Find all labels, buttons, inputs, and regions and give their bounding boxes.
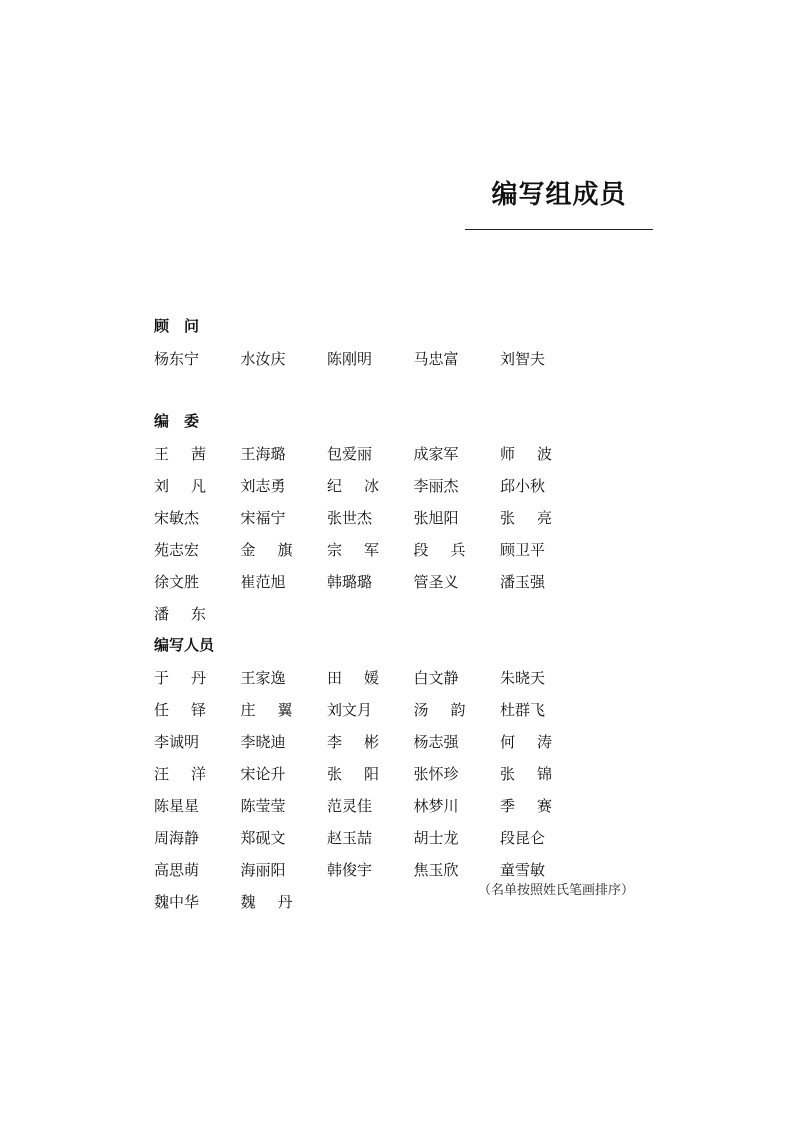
person-name: 陈刚明 [327, 350, 373, 368]
person-name: 管圣义 [413, 573, 459, 591]
person-name: 宋敏杰 [154, 509, 200, 527]
person-name: 刘文月 [327, 701, 373, 719]
person-name: 张怀珍 [413, 765, 459, 783]
person-name: 张阳 [327, 765, 402, 783]
person-name: 王茜 [154, 445, 229, 463]
person-name: 海丽阳 [240, 861, 286, 879]
person-name: 陈莹莹 [240, 797, 286, 815]
person-name: 杜群飞 [500, 701, 546, 719]
person-name: 张旭阳 [413, 509, 459, 527]
person-name: 李诚明 [154, 733, 200, 751]
person-name: 王家逸 [240, 669, 286, 687]
person-name: 魏丹 [240, 893, 315, 911]
person-name: 宋福宁 [240, 509, 286, 527]
person-name: 崔范旭 [240, 573, 286, 591]
person-name: 包爱丽 [327, 445, 373, 463]
advisors-section [154, 315, 654, 380]
person-name: 高思萌 [154, 861, 200, 879]
person-name: 段昆仑 [500, 829, 546, 847]
person-name: 焦玉欣 [413, 861, 459, 879]
person-name: 汤韵 [413, 701, 488, 719]
person-name: 周海静 [154, 829, 200, 847]
person-name: 何涛 [500, 733, 575, 751]
person-name: 李彬 [327, 733, 402, 751]
person-name: 师波 [500, 445, 575, 463]
person-name: 刘志勇 [240, 477, 286, 495]
person-name: 季赛 [500, 797, 575, 815]
person-name: 杨志强 [413, 733, 459, 751]
person-name: 任铎 [154, 701, 229, 719]
person-name: 张锦 [500, 765, 575, 783]
person-name: 潘东 [154, 605, 229, 623]
person-name: 纪冰 [327, 477, 402, 495]
person-name: 魏中华 [154, 893, 200, 911]
person-name: 水汝庆 [240, 350, 286, 368]
person-name: 潘玉强 [500, 573, 546, 591]
person-name: 徐文胜 [154, 573, 200, 591]
section-heading-advisors: 顾 问 [154, 317, 200, 335]
person-name: 张亮 [500, 509, 575, 527]
person-name: 金旗 [240, 541, 315, 559]
person-name: 于丹 [154, 669, 229, 687]
person-name: 刘凡 [154, 477, 229, 495]
section-heading-writers: 编写人员 [154, 636, 215, 654]
person-name: 韩俊宇 [327, 861, 373, 879]
person-name: 段兵 [413, 541, 488, 559]
person-name: 范灵佳 [327, 797, 373, 815]
person-name: 郑砚文 [240, 829, 286, 847]
person-name: 顾卫平 [500, 541, 546, 559]
person-name: 胡士龙 [413, 829, 459, 847]
person-name: 陈星星 [154, 797, 200, 815]
person-name: 张世杰 [327, 509, 373, 527]
person-name: 马忠富 [413, 350, 459, 368]
person-name: 邱小秋 [500, 477, 546, 495]
person-name: 汪洋 [154, 765, 229, 783]
section-heading-committee: 编 委 [154, 412, 200, 430]
person-name: 宋论升 [240, 765, 286, 783]
person-name: 苑志宏 [154, 541, 200, 559]
person-name: 李丽杰 [413, 477, 459, 495]
person-name: 杨东宁 [154, 350, 200, 368]
person-name: 王海璐 [240, 445, 286, 463]
committee-section [154, 410, 654, 635]
person-name: 李晓迪 [240, 733, 286, 751]
advisors-name-list [154, 348, 654, 380]
page-title: 编写组成员 [491, 180, 627, 210]
sorting-footnote: （名单按照姓氏笔画排序） [477, 883, 634, 898]
person-name: 朱晓天 [500, 669, 546, 687]
writers-section [154, 634, 654, 923]
title-underline [465, 229, 653, 230]
person-name: 田媛 [327, 669, 402, 687]
person-name: 白文静 [413, 669, 459, 687]
person-name: 刘智夫 [500, 350, 546, 368]
person-name: 童雪敏 [500, 861, 546, 879]
person-name: 赵玉喆 [327, 829, 373, 847]
committee-name-list [154, 443, 654, 635]
person-name: 成家军 [413, 445, 459, 463]
person-name: 韩璐璐 [327, 573, 373, 591]
person-name: 林梦川 [413, 797, 459, 815]
person-name: 庄翼 [240, 701, 315, 719]
person-name: 宗军 [327, 541, 402, 559]
